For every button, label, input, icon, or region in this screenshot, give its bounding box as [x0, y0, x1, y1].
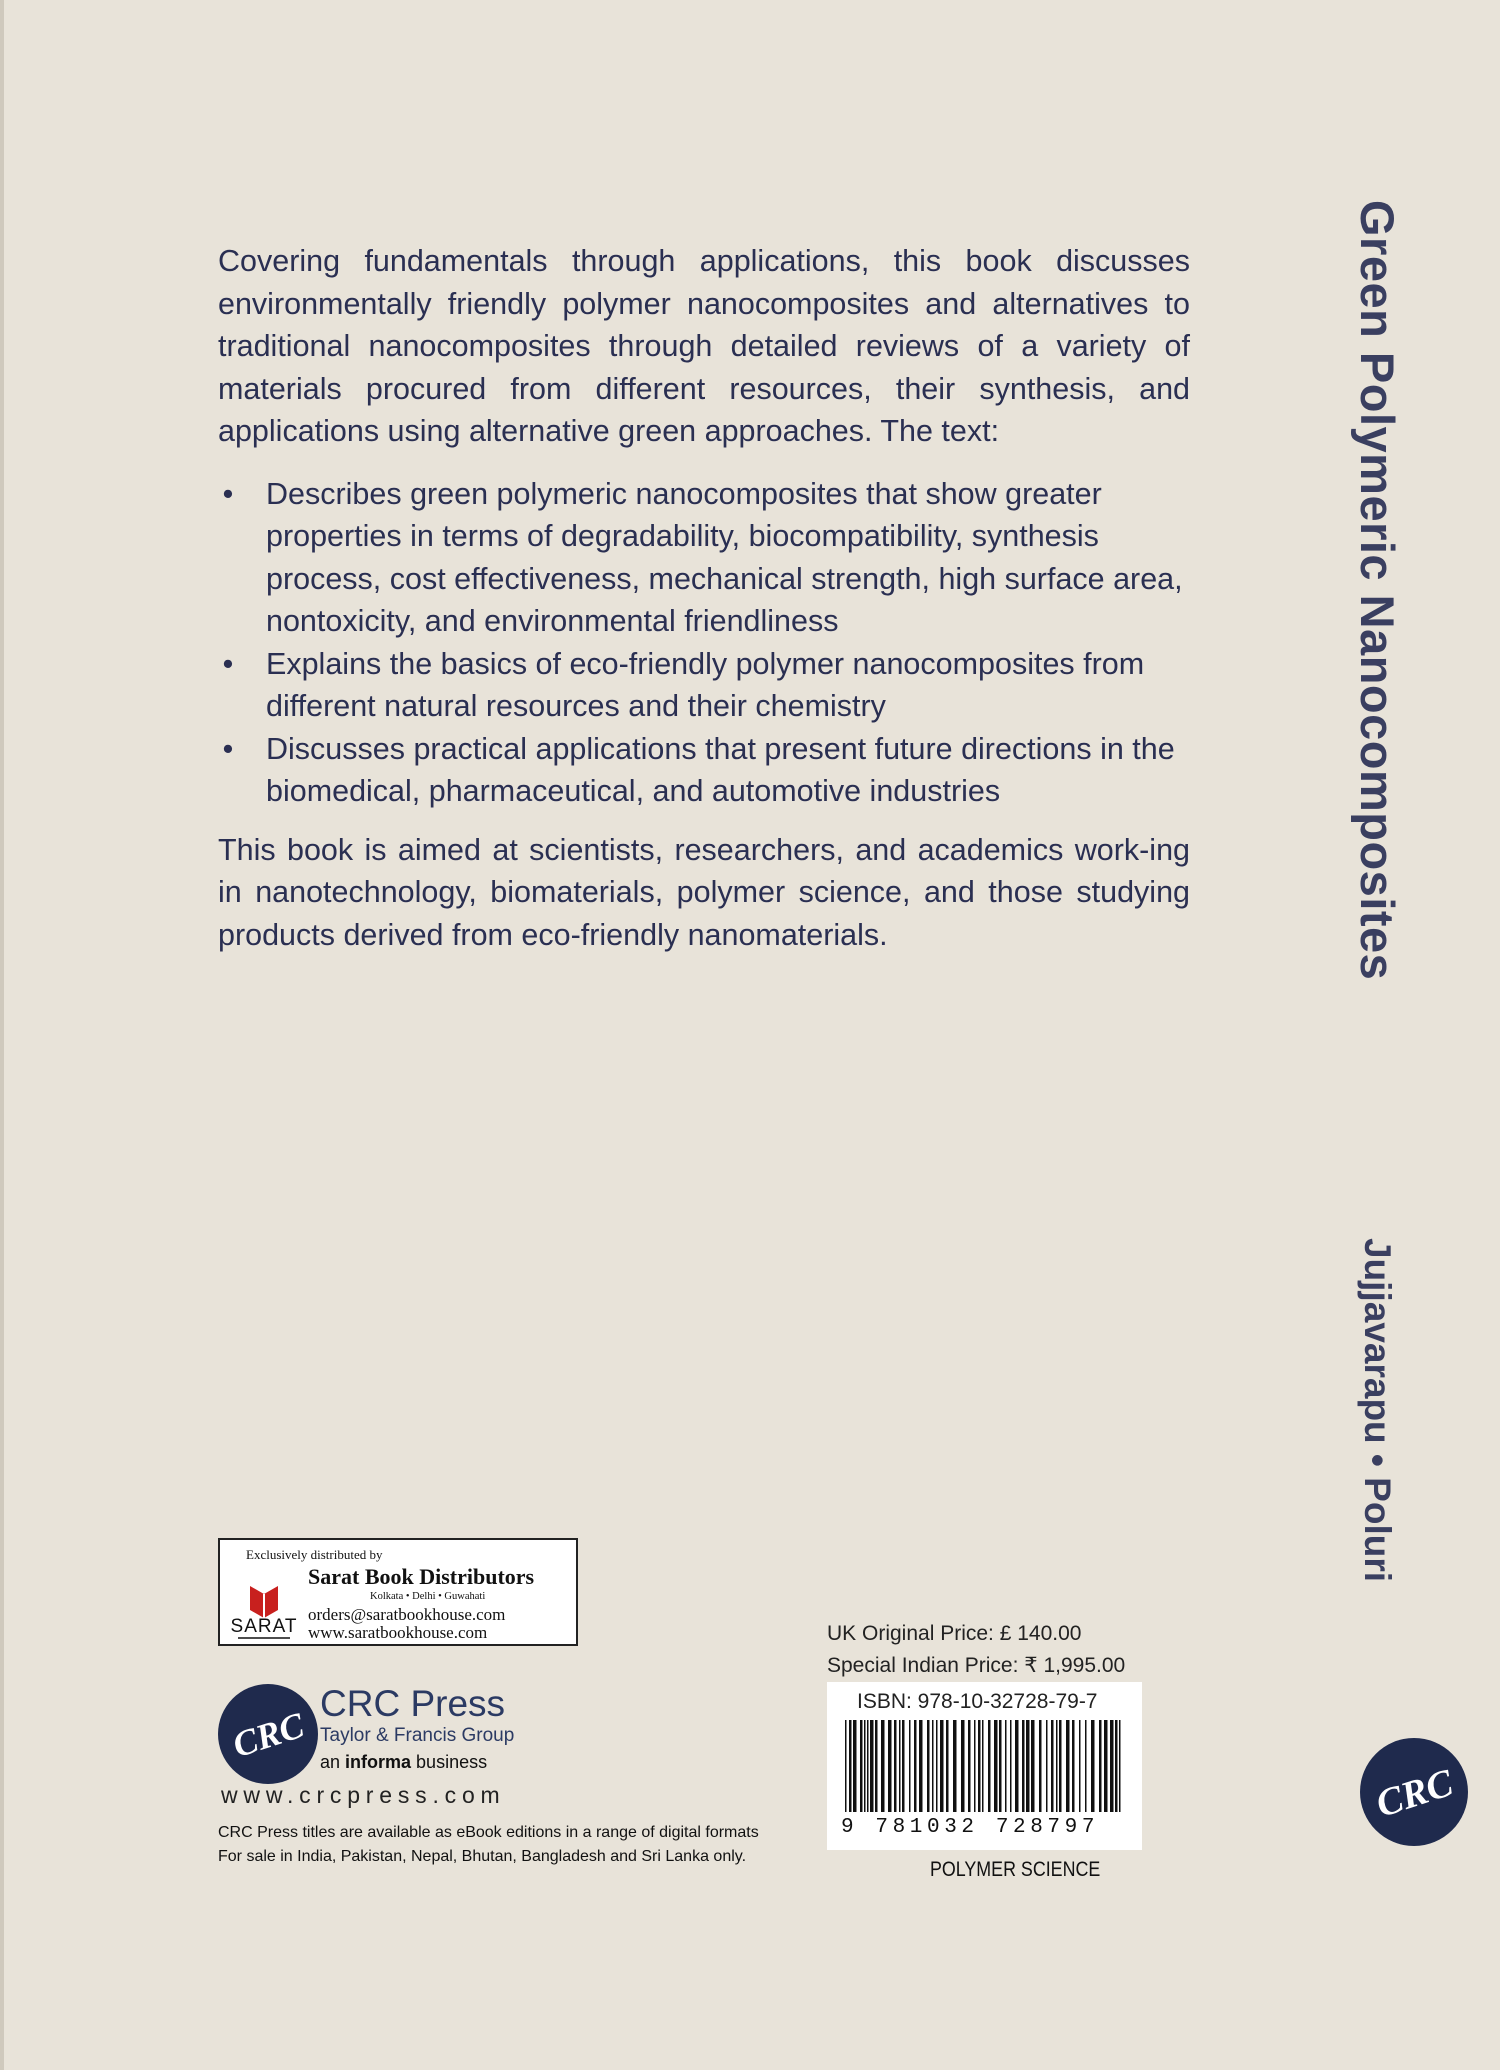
- informa-suffix: business: [411, 1752, 488, 1772]
- crc-spine-logo-icon: [1360, 1738, 1468, 1846]
- distributor-email: orders@saratbookhouse.com: [308, 1605, 506, 1624]
- barcode-bar: [1115, 1720, 1118, 1812]
- feature-list-item: [218, 473, 1190, 643]
- barcode-bar: [953, 1720, 957, 1812]
- barcode-bar: [1066, 1720, 1070, 1812]
- barcode-panel: [827, 1682, 1142, 1850]
- barcode-bar: [1010, 1720, 1012, 1812]
- barcode-bar: [1079, 1720, 1081, 1812]
- barcode-bar: [988, 1720, 991, 1812]
- barcode-bar: [1110, 1720, 1114, 1812]
- barcode-bar: [994, 1720, 998, 1812]
- barcode-bar: [1119, 1720, 1121, 1812]
- barcode-bar: [853, 1720, 857, 1812]
- sale-region-note: For sale in India, Pakistan, Nepal, Bhutan, Bangladesh and Sri Lanka only.: [218, 1848, 747, 1865]
- barcode-bar: [1056, 1720, 1058, 1812]
- barcode-bar: [1072, 1720, 1075, 1812]
- barcode-bar: [927, 1720, 930, 1812]
- publisher-informa: [320, 1752, 487, 1773]
- blurb: [218, 240, 1190, 956]
- barcode-bar: [909, 1720, 911, 1812]
- distributor-website: www.saratbookhouse.com: [308, 1623, 488, 1642]
- barcode-bar: [888, 1720, 892, 1812]
- barcode-bar: [1051, 1720, 1054, 1812]
- distributor-cities: Kolkata • Delhi • Guwahati: [370, 1591, 486, 1602]
- barcode-bar: [875, 1720, 878, 1812]
- publisher-name: CRC Press: [320, 1683, 506, 1724]
- publisher-group: Taylor & Francis Group: [320, 1725, 515, 1746]
- barcode-bar: [914, 1720, 917, 1812]
- barcode-bar: [919, 1720, 923, 1812]
- barcode-bar: [1085, 1720, 1087, 1812]
- barcode-bar: [936, 1720, 938, 1812]
- barcode-bar: [1059, 1720, 1062, 1812]
- barcode-bar: [881, 1720, 885, 1812]
- feature-list-item: [218, 643, 1190, 728]
- barcode-icon: [843, 1720, 1127, 1816]
- barcode-bar: [1005, 1720, 1007, 1812]
- feature-text: Discusses practical applications that present future directions in the biomedical, pharmaceutical, and automotive industries: [266, 731, 1175, 808]
- distributor-label: Exclusively distributed by: [246, 1547, 383, 1562]
- publisher-website: www.crcpress.com: [221, 1782, 506, 1808]
- barcode-bar: [867, 1720, 869, 1812]
- spine-title: Green Polymeric Nanocomposites: [1351, 200, 1404, 981]
- barcode-bar: [1046, 1720, 1048, 1812]
- bullet-icon: •: [222, 476, 234, 511]
- barcode-bar: [1026, 1720, 1030, 1812]
- feature-text: Explains the basics of eco-friendly polymer nanocomposites from different natural resources and their chemistry: [266, 646, 1145, 723]
- sarat-logo-text: SARAT: [230, 1616, 298, 1637]
- barcode-bar: [1022, 1720, 1025, 1812]
- barcode-bar: [1099, 1720, 1102, 1812]
- barcode-bar: [978, 1720, 981, 1812]
- barcode-bar: [968, 1720, 971, 1812]
- barcode-bar: [932, 1720, 934, 1812]
- barcode-bar: [902, 1720, 905, 1812]
- barcode-digits: 9 781032 728797: [841, 1816, 1100, 1839]
- barcode-bar: [982, 1720, 984, 1812]
- bullet-icon: •: [222, 731, 234, 766]
- cover-edge: [0, 0, 4, 2070]
- barcode-bar: [1104, 1720, 1108, 1812]
- svg-text:CRC: CRC: [1370, 1760, 1459, 1826]
- feature-list: [218, 473, 1190, 813]
- barcode-bar: [1031, 1720, 1035, 1812]
- barcode-bar: [940, 1720, 944, 1812]
- barcode-bar: [860, 1720, 863, 1812]
- distributor-box: [218, 1538, 578, 1646]
- informa-brand: informa: [345, 1752, 412, 1772]
- barcode-bar: [1039, 1720, 1042, 1812]
- isbn: ISBN: 978-10-32728-79-7: [857, 1690, 1098, 1713]
- bullet-icon: •: [222, 646, 234, 681]
- barcode-bar: [1015, 1720, 1019, 1812]
- informa-prefix: an: [320, 1752, 346, 1772]
- barcode-bar: [974, 1720, 976, 1812]
- barcode-bar: [1091, 1720, 1095, 1812]
- uk-price: UK Original Price: £ 140.00: [827, 1622, 1082, 1645]
- barcode-bar: [899, 1720, 901, 1812]
- crc-press-logo-icon: [218, 1684, 318, 1784]
- distributor-name: Sarat Book Distributors: [308, 1564, 535, 1589]
- feature-list-item: [218, 728, 1190, 813]
- spine-authors: Jujjavarapu • Poluri: [1357, 1238, 1398, 1583]
- barcode-bar: [849, 1720, 852, 1812]
- barcode-bar: [845, 1720, 847, 1812]
- blurb-intro: Covering fundamentals through applications, this book discusses environmentally friendly polymer nanocomposites and alternatives to traditional nanocomposites through detailed reviews of a variety of materials procured from different resources, their synthesis, and applications using alternative green approaches. The text:: [218, 244, 1190, 448]
- svg-text:CRC: CRC: [227, 1704, 309, 1766]
- barcode-bar: [894, 1720, 897, 1812]
- barcode-bar: [870, 1720, 874, 1812]
- feature-text: Describes green polymeric nanocomposites that show greater properties in terms of degradability, biocompatibility, synthesis process, cost effectiveness, mechanical strength, high surface area, nontoxicity, and environmental friendliness: [266, 476, 1183, 638]
- subject-category: POLYMER SCIENCE: [930, 1858, 1101, 1881]
- barcode-bar: [864, 1720, 866, 1812]
- indian-price: Special Indian Price: ₹ 1,995.00: [827, 1654, 1126, 1677]
- ebook-note: CRC Press titles are available as eBook editions in a range of digital formats: [218, 1824, 759, 1841]
- blurb-closing: This book is aimed at scientists, researchers, and academics work-ing in nanotechnology, biomaterials, polymer science, and those studying products derived from eco-friendly nanomaterials.: [218, 832, 1190, 952]
- barcode-bar: [999, 1720, 1002, 1812]
- barcode-bar: [961, 1720, 965, 1812]
- barcode-bar: [946, 1720, 949, 1812]
